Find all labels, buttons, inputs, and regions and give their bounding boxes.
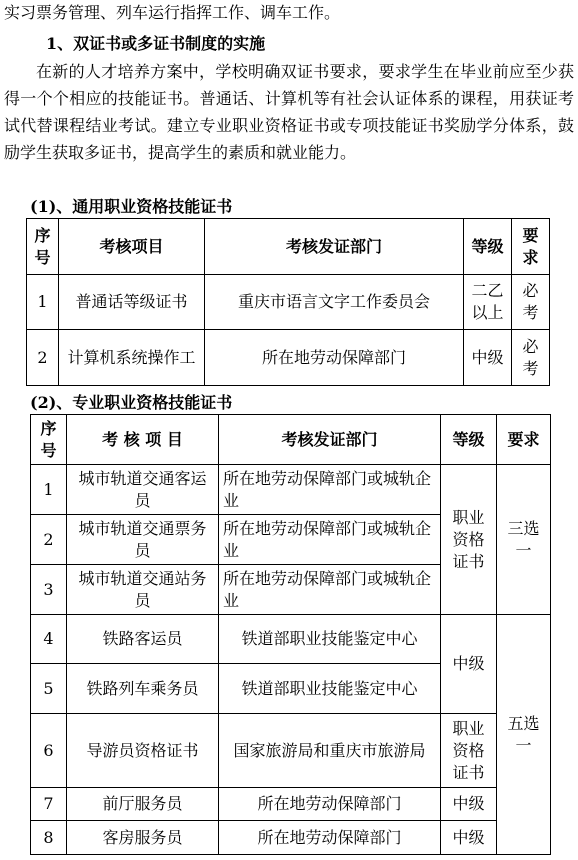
table-cell: 城市轨道交通客运员 [67,465,219,515]
table-row [31,788,551,821]
grade-cell: 职业资格证书 [441,465,497,615]
header-cell: 序号 [27,219,59,275]
body-paragraph [4,58,574,166]
table2-title: (2)、专业职业资格技能证书 [30,393,233,412]
table-cell: 铁路客运员 [67,615,219,664]
table-cell: 3 [31,565,67,615]
table-cell: 铁道部职业技能鉴定中心 [219,615,441,664]
table-cell: 国家旅游局和重庆市旅游局 [219,714,441,788]
table-cell: 城市轨道交通站务员 [67,565,219,615]
table-cell: 导游员资格证书 [67,714,219,788]
table-cell: 所在地劳动保障部门或城轨企业 [219,565,441,615]
header-cell: 要求 [497,415,551,465]
table-cell: 4 [31,615,67,664]
section-title: 1、双证书或多证书制度的实施 [46,34,266,53]
table-cell: 前厅服务员 [67,788,219,821]
header-cell: 序号 [31,415,67,465]
header-cell: 要求 [512,219,550,275]
table-cell: 5 [31,664,67,714]
table-row [31,821,551,855]
grade-cell: 职业资格证书 [441,714,497,788]
table-cell: 重庆市语言文字工作委员会 [205,275,464,330]
professional-certificate-table [30,414,551,855]
header-cell: 考核项目 [59,219,205,275]
table-cell: 8 [31,821,67,855]
table-row [27,330,550,386]
table-row [31,615,551,664]
table-cell: 计算机系统操作工 [59,330,205,386]
header-cell: 考核发证部门 [219,415,441,465]
table-header-row [31,415,551,465]
top-line: 实习票务管理、列车运行指挥工作、调车工作。 [4,3,341,22]
requirement-cell: 三选一 [497,465,551,615]
table-cell: 铁路列车乘务员 [67,664,219,714]
table1-title: (1)、通用职业资格技能证书 [30,197,233,216]
table-cell: 二乙以上 [464,275,512,330]
table-cell: 所在地劳动保障部门 [219,821,441,855]
paragraph-text: 在新的人才培养方案中，学校明确双证书要求，要求学生在毕业前应至少获得一个个相应的技能证书。普通话、计算机等有社会认证体系的课程，用获证考试代替课程结业考试。建立专业职业资格证书或专项技能证书奖励学分体系，鼓励学生获取多证书，提高学生的素质和就业能力。 [4,62,574,162]
table-cell: 所在地劳动保障部门 [205,330,464,386]
table-header-row [27,219,550,275]
general-certificate-table [26,218,550,386]
table-cell: 1 [31,465,67,515]
table-row [31,465,551,515]
grade-cell: 中级 [441,615,497,714]
header-cell: 等级 [464,219,512,275]
table-cell: 客房服务员 [67,821,219,855]
grade-cell: 中级 [441,788,497,821]
table-cell: 7 [31,788,67,821]
table-cell: 2 [27,330,59,386]
grade-cell: 中级 [441,821,497,855]
table-cell: 城市轨道交通票务员 [67,515,219,565]
table-cell: 所在地劳动保障部门 [219,788,441,821]
table-cell: 中级 [464,330,512,386]
table-cell: 所在地劳动保障部门或城轨企业 [219,465,441,515]
table-cell: 6 [31,714,67,788]
table-cell: 必考 [512,330,550,386]
table-cell: 所在地劳动保障部门或城轨企业 [219,515,441,565]
header-cell: 等级 [441,415,497,465]
table-row [31,714,551,788]
table-row [27,275,550,330]
table-cell: 必考 [512,275,550,330]
requirement-cell: 五选一 [497,615,551,855]
header-cell: 考 核 项 目 [67,415,219,465]
table-cell: 铁道部职业技能鉴定中心 [219,664,441,714]
header-cell: 考核发证部门 [205,219,464,275]
table-cell: 1 [27,275,59,330]
table-cell: 普通话等级证书 [59,275,205,330]
table-cell: 2 [31,515,67,565]
